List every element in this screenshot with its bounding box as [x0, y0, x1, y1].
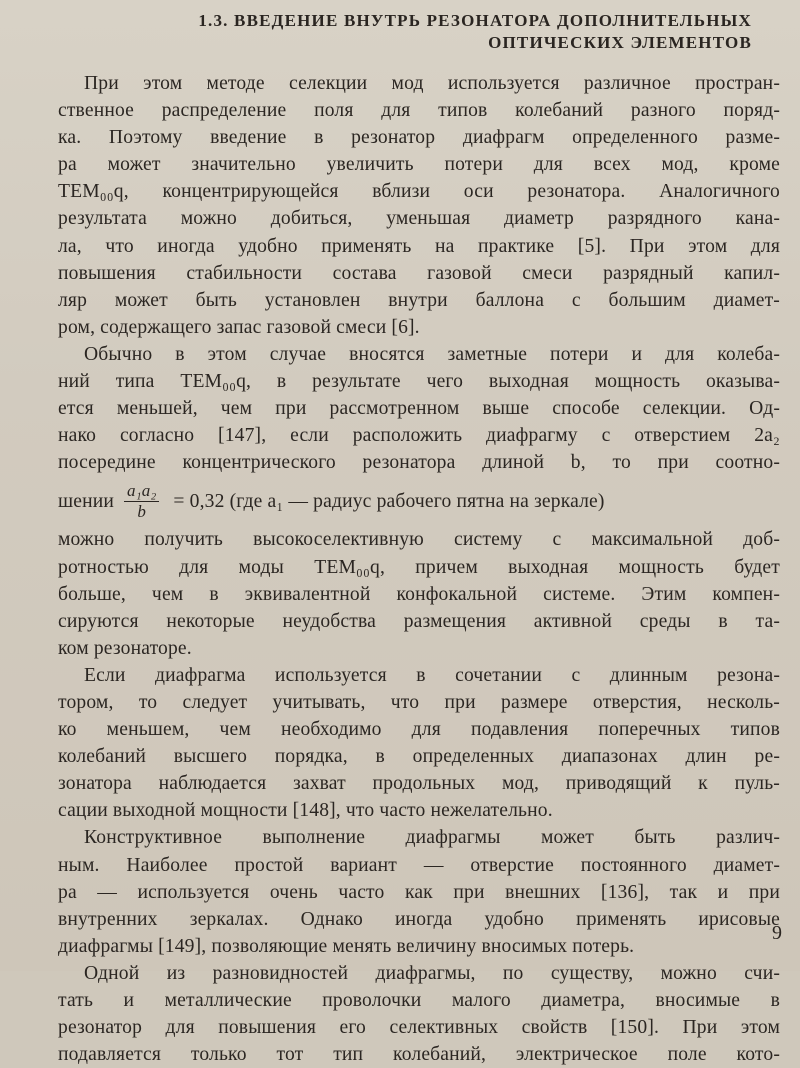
text-line: ра может значительно увеличить потери для всех мод, кроме [58, 154, 780, 176]
text-line: ка. Поэтому введение в резонатор диафрагм определенного разме- [58, 127, 780, 149]
text-line: При этом методе селекции мод используется различное простран- [84, 73, 780, 94]
section-heading-line-2: ОПТИЧЕСКИХ ЭЛЕМЕНТОВ [488, 33, 752, 52]
paragraph-1 [58, 70, 780, 341]
text-line: Конструктивное выполнение диафрагмы может быть различ- [84, 827, 780, 849]
paragraph-5 [58, 960, 780, 1068]
text-line: сации выходной мощности [148], что часто нежелательно. [58, 800, 553, 822]
text-line: ется меньшей, чем при рассмотренном выше способе селекции. Од- [58, 398, 780, 420]
text-line: ком резонаторе. [58, 637, 192, 659]
text-line: повышения стабильности состава газовой смеси разрядный капил- [58, 262, 780, 284]
text-line: больше, чем в эквивалентной конфокальной системе. Этим компен- [58, 583, 780, 605]
fraction-numerator: a₁a₂ [124, 481, 159, 502]
text-line: ротностью для моды TEM₀₀q, причем выходная мощность будет [58, 556, 780, 578]
equation-prefix: шении [58, 490, 114, 512]
text-line: ным. Наиболее простой вариант — отверстие постоянного диамет- [58, 854, 780, 876]
paragraph-3 [58, 662, 780, 825]
text-line: зонатора наблюдается захват продольных мод, приводящий к пуль- [58, 773, 780, 795]
text-line: ний типа TEM₀₀q, в результате чего выходная мощность оказыва- [58, 371, 780, 393]
fraction-denominator: b [137, 501, 147, 521]
text-line: ром, содержащего запас газовой смеси [6]. [58, 316, 420, 338]
text-line: ляр может быть установлен внутри баллона с большим диамет- [58, 289, 780, 311]
text-line: можно получить высокоселективную систему с максимальной доб- [58, 529, 780, 551]
equation-rest: = 0,32 (где a₁ — радиус рабочего пятна на зеркале) [173, 490, 605, 512]
section-heading [198, 10, 752, 54]
paragraph-2 [58, 341, 780, 662]
section-heading-line-1: 1.3. ВВЕДЕНИЕ ВНУТРЬ РЕЗОНАТОРА ДОПОЛНИТЕЛЬНЫХ [198, 11, 752, 30]
page-number: 9 [772, 922, 782, 944]
text-line: диафрагмы [149], позволяющие менять величину вносимых потерь. [58, 935, 635, 957]
text-line: нако согласно [147], если расположить диафрагму с отверстием 2a₂ [58, 425, 780, 447]
text-line: подавляется только тот тип колебаний, электрическое поле кото- [58, 1044, 780, 1066]
text-line: тать и металлические проволочки малого диаметра, вносимые в [58, 990, 780, 1011]
text-line: сируются некоторые неудобства размещения активной среды в та- [58, 610, 780, 632]
text-line: колебаний высшего порядка, в определенных диапазонах длин ре- [58, 746, 780, 768]
text-line: TEM₀₀q, концентрирующейся вблизи оси резонатора. Аналогичного [58, 181, 780, 203]
text-line: Если диафрагма используется в сочетании с длинным резона- [84, 664, 780, 686]
text-line: ра — используется очень часто как при внешних [136], так и при [58, 881, 780, 903]
text-line: Одной из разновидностей диафрагмы, по существу, можно счи- [84, 962, 780, 984]
equation-line [58, 476, 780, 526]
paragraph-4 [58, 824, 780, 959]
text-line: тором, то следует учитывать, что при размере отверстия, несколь- [58, 691, 780, 713]
text-line: внутренних зеркалах. Однако иногда удобно применять ирисовые [58, 908, 780, 930]
text-line: Обычно в этом случае вносятся заметные потери и для колеба- [84, 343, 780, 365]
text-line: посередине концентрического резонатора длиной b, то при соотно- [58, 452, 780, 474]
text-line: результата можно добиться, уменьшая диаметр разрядного кана- [58, 208, 780, 230]
text-line: ко меньшем, чем необходимо для подавления поперечных типов [58, 719, 780, 741]
text-line: ственное распределение поля для типов колебаний разного поряд- [58, 100, 780, 122]
equation-fraction [124, 481, 159, 522]
text-line: резонатор для повышения его селективных свойств [150]. При этом [58, 1017, 780, 1039]
text-line: ла, что иногда удобно применять на практике [5]. При этом для [58, 235, 780, 257]
body-text [58, 70, 780, 1068]
